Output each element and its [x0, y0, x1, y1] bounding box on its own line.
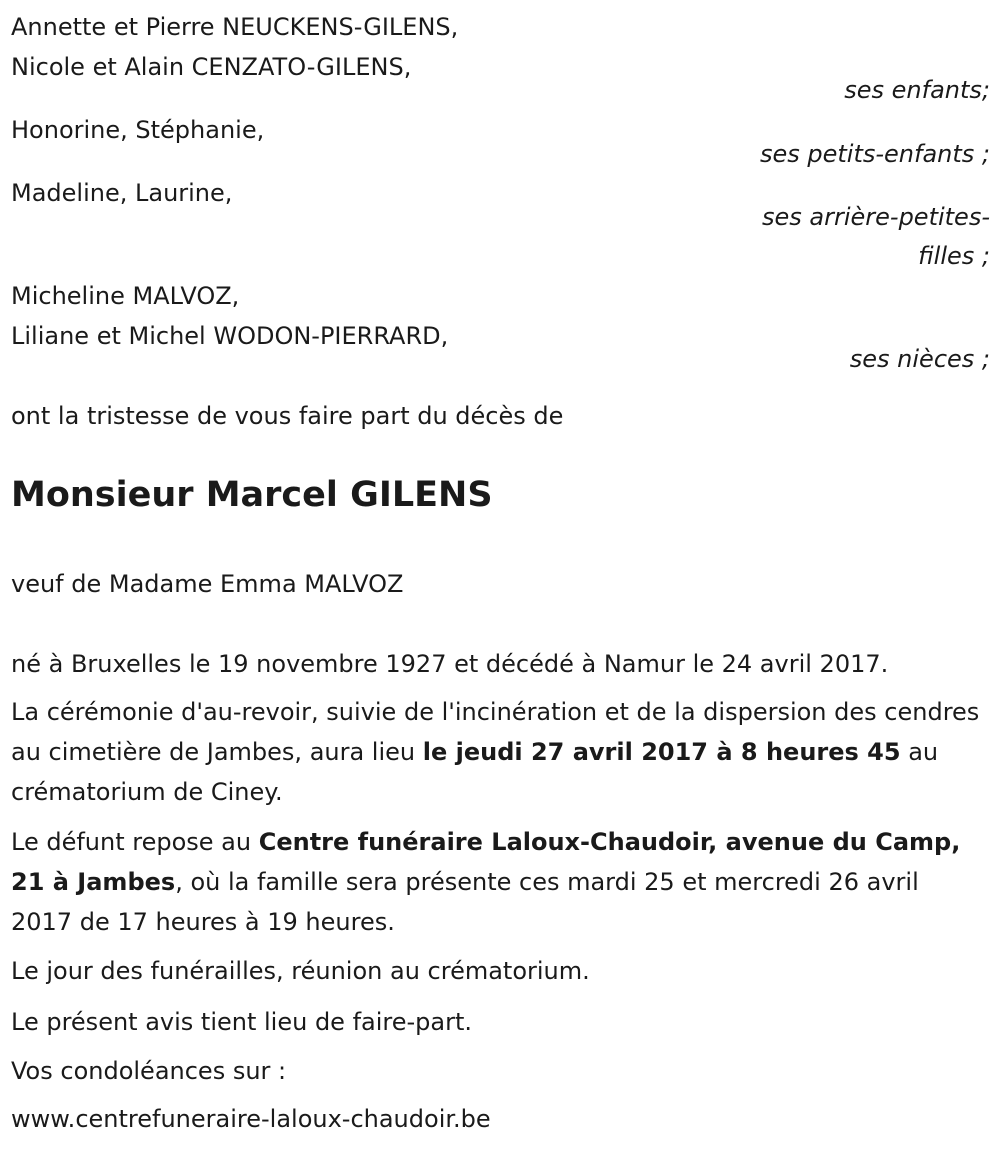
nieces-line-2: Liliane et Michel WODON-PIERRARD, — [11, 322, 449, 350]
ceremony-text-2: au crématorium de Ciney. — [11, 738, 939, 806]
deceased-name: Monsieur Marcel GILENS — [11, 475, 493, 515]
website-link[interactable]: www.centrefuneraire-laloux-chaudoir.be — [11, 1105, 491, 1133]
nieces-role: ses nièces ; — [849, 345, 990, 373]
ceremony-date-time: le jeudi 27 avril 2017 à 8 heures 45 — [422, 738, 901, 766]
rest-location: Centre funéraire Laloux-Chaudoir, avenue du Camp, 21 à Jambes — [11, 828, 961, 896]
grandchildren-line: Honorine, Stéphanie, — [11, 116, 265, 144]
condolences-label: Vos condoléances sur : — [11, 1057, 287, 1085]
great-grandchildren-line: Madeline, Laurine, — [11, 179, 233, 207]
birth-death-line: né à Bruxelles le 19 novembre 1927 et décédé à Namur le 24 avril 2017. — [11, 650, 889, 678]
ceremony-text-1: La cérémonie d'au-revoir, suivie de l'incinération et de la dispersion des cendres au cimetière de Jambes, aura lieu — [11, 698, 980, 766]
children-line-1: Annette et Pierre NEUCKENS-GILENS, — [11, 13, 459, 41]
great-grandchildren-role-1: ses arrière-petites- — [762, 203, 990, 231]
rest-text-2: , où la famille sera présente ces mardi 25 et mercredi 26 avril 2017 de 17 heures à 19 heures. — [11, 868, 919, 936]
nieces-line-1: Micheline MALVOZ, — [11, 282, 240, 310]
children-line-2: Nicole et Alain CENZATO-GILENS, — [11, 53, 412, 81]
rest-text-1: Le défunt repose au — [11, 828, 259, 856]
announcement-text: ont la tristesse de vous faire part du décès de — [11, 402, 564, 430]
ceremony-paragraph — [11, 692, 986, 812]
children-role: ses enfants; — [844, 76, 990, 104]
great-grandchildren-role-2: filles ; — [918, 242, 990, 270]
widower-line: veuf de Madame Emma MALVOZ — [11, 570, 404, 598]
meeting-line: Le jour des funérailles, réunion au crématorium. — [11, 957, 590, 985]
rest-paragraph — [11, 822, 986, 942]
grandchildren-role: ses petits-enfants ; — [759, 140, 990, 168]
notice-line: Le présent avis tient lieu de faire-part. — [11, 1008, 473, 1036]
